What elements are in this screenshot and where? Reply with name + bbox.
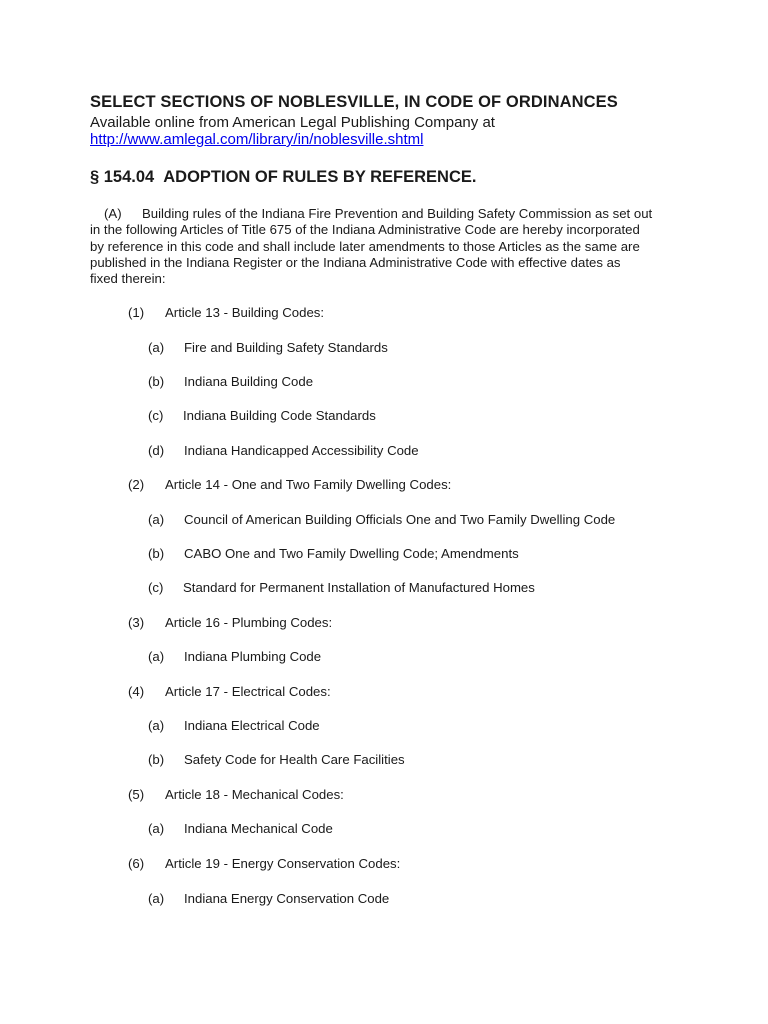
sub-item-text: Indiana Energy Conservation Code (184, 891, 390, 906)
article-marker: (4) (128, 684, 145, 699)
sub-item-text: Council of American Building Officials One and Two Family Dwelling Code (184, 512, 616, 527)
paragraph-a (90, 206, 690, 287)
section-title: ADOPTION OF RULES BY REFERENCE. (163, 168, 477, 186)
document-subtitle: Available online from American Legal Publishing Company at (90, 114, 495, 131)
section-number: § 154.04 (90, 168, 155, 186)
article-marker: (6) (128, 856, 145, 871)
sub-item-text: Safety Code for Health Care Facilities (184, 752, 405, 767)
article-text: Article 16 - Plumbing Codes: (165, 615, 333, 630)
sub-item-text: Indiana Handicapped Accessibility Code (184, 443, 419, 458)
article-text: Article 17 - Electrical Codes: (165, 684, 331, 699)
sub-item-text: Fire and Building Safety Standards (184, 340, 388, 355)
section-heading (90, 168, 476, 187)
sub-item-marker: (b) (148, 752, 165, 767)
sub-item-marker: (a) (148, 512, 165, 527)
sub-item-marker: (b) (148, 546, 165, 561)
sub-item-text: CABO One and Two Family Dwelling Code; Amendments (184, 546, 519, 561)
source-link[interactable]: http://www.amlegal.com/library/in/noblesville.shtml (90, 131, 424, 148)
sub-item-marker: (c) (148, 580, 164, 595)
paragraph-line: by reference in this code and shall include later amendments to those Articles as the same are (90, 238, 640, 254)
sub-item-text: Indiana Building Code Standards (183, 408, 376, 423)
sub-item-marker: (d) (148, 443, 165, 458)
sub-item-marker: (a) (148, 649, 165, 664)
sub-item-marker: (b) (148, 374, 165, 389)
article-text: Article 18 - Mechanical Codes: (165, 787, 344, 802)
sub-item-text: Indiana Electrical Code (184, 718, 320, 733)
article-text: Article 14 - One and Two Family Dwelling Codes: (165, 477, 452, 492)
paragraph-line: (A) Building rules of the Indiana Fire Prevention and Building Safety Commission as set out (90, 206, 690, 222)
sub-item-text: Indiana Building Code (184, 374, 314, 389)
article-text: Article 19 - Energy Conservation Codes: (165, 856, 401, 871)
sub-item-text: Indiana Mechanical Code (184, 821, 333, 836)
sub-item-marker: (a) (148, 340, 165, 355)
paragraph-line: fixed therein: (90, 271, 166, 287)
article-marker: (1) (128, 305, 145, 320)
article-marker: (5) (128, 787, 145, 802)
sub-item-marker: (a) (148, 891, 165, 906)
article-text: Article 13 - Building Codes: (165, 305, 325, 320)
sub-item-marker: (c) (148, 408, 164, 423)
paragraph-marker: (A) (104, 206, 122, 221)
article-marker: (2) (128, 477, 145, 492)
sub-item-text: Indiana Plumbing Code (184, 649, 322, 664)
paragraph-line: in the following Articles of Title 675 of the Indiana Administrative Code are hereby incorporated (90, 222, 640, 238)
article-marker: (3) (128, 615, 145, 630)
sub-item-text: Standard for Permanent Installation of Manufactured Homes (183, 580, 535, 595)
sub-item-marker: (a) (148, 821, 165, 836)
document-title: SELECT SECTIONS OF NOBLESVILLE, IN CODE OF ORDINANCES (90, 93, 618, 111)
paragraph-line: published in the Indiana Register or the Indiana Administrative Code with effective dates as (90, 254, 621, 270)
sub-item-marker: (a) (148, 718, 165, 733)
